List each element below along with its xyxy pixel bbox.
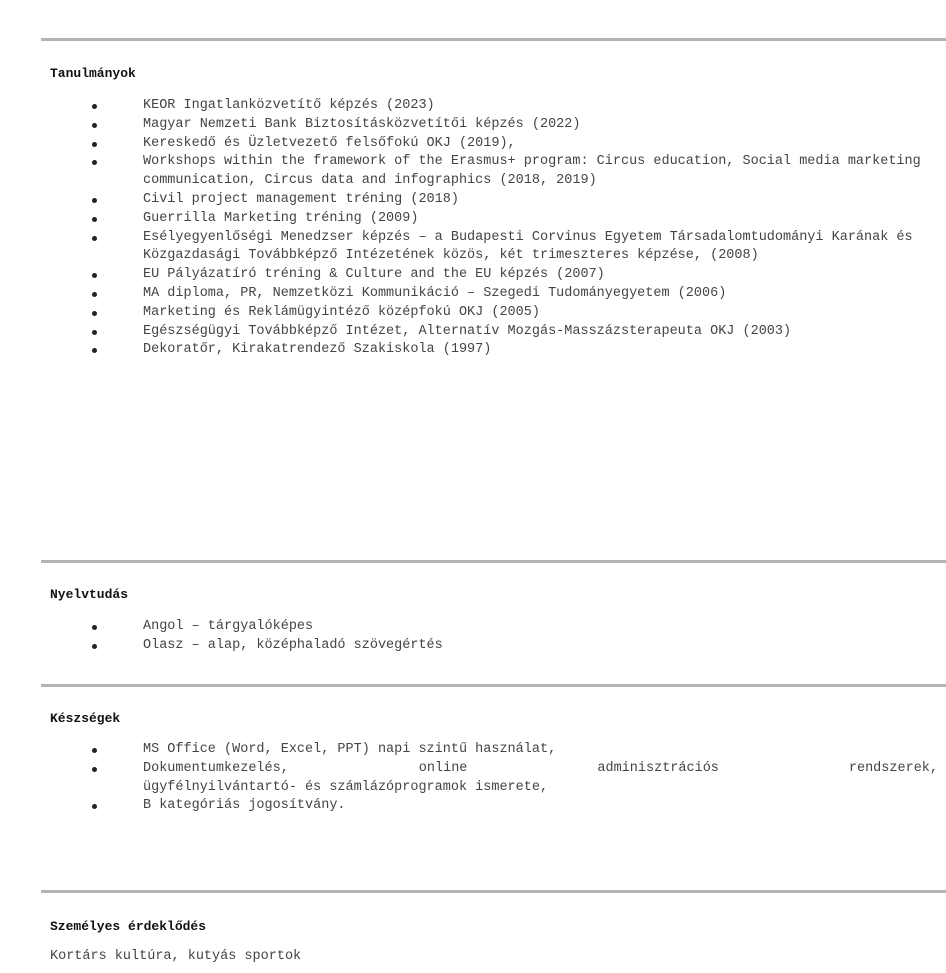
list-item: MA diploma, PR, Nemzetközi Kommunikáció – Szegedi Tudományegyetem (2006) <box>143 285 938 304</box>
skills-list <box>90 741 938 816</box>
divider <box>41 560 946 563</box>
list-item: Guerrilla Marketing tréning (2009) <box>143 210 938 229</box>
section-heading-interests: Személyes érdeklődés <box>50 919 207 934</box>
list-item: Kereskedő és Üzletvezető felsőfokú OKJ (2019), <box>143 135 938 154</box>
list-item: Esélyegyenlőségi Menedzser képzés – a Budapesti Corvinus Egyetem Társadalomtudományi Karának és Közgazdasági Továbbképző Intézetének közös, két trimeszteres képzése, (2008) <box>143 229 938 267</box>
interests-text: Kortárs kultúra, kutyás sportok <box>50 949 302 964</box>
divider <box>41 890 946 893</box>
list-item: Workshops within the framework of the Erasmus+ program: Circus education, Social media marketing communication, Circus data and infographics (2018, 2019) <box>143 153 938 191</box>
list-item-line: Dokumentumkezelés, online adminisztrációs rendszerek, <box>143 760 938 776</box>
list-item: Dekoratőr, Kirakatrendező Szakiskola (1997) <box>143 341 938 360</box>
list-item-line: ügyfélnyilvántartó- és számlázóprogramok ismerete, <box>143 779 549 795</box>
list-item <box>143 760 938 798</box>
section-heading-languages: Nyelvtudás <box>50 587 129 602</box>
list-item: B kategóriás jogosítvány. <box>143 797 938 816</box>
list-item: Angol – tárgyalóképes <box>143 618 938 637</box>
list-item: EU Pályázatíró tréning & Culture and the EU képzés (2007) <box>143 266 938 285</box>
list-item: Civil project management tréning (2018) <box>143 191 938 210</box>
section-heading-education: Tanulmányok <box>50 66 136 81</box>
divider <box>41 684 946 687</box>
languages-list <box>90 618 938 656</box>
list-item: Marketing és Reklámügyintéző középfokú OKJ (2005) <box>143 304 938 323</box>
list-item: Olasz – alap, középhaladó szövegértés <box>143 637 938 656</box>
divider <box>41 38 946 41</box>
section-heading-skills: Készségek <box>50 711 121 726</box>
list-item: Magyar Nemzeti Bank Biztosításközvetítői képzés (2022) <box>143 116 938 135</box>
education-list <box>90 97 938 360</box>
list-item: MS Office (Word, Excel, PPT) napi szintű használat, <box>143 741 938 760</box>
list-item: KEOR Ingatlanközvetítő képzés (2023) <box>143 97 938 116</box>
list-item: Egészségügyi Továbbképző Intézet, Alternatív Mozgás-Masszázsterapeuta OKJ (2003) <box>143 323 938 342</box>
